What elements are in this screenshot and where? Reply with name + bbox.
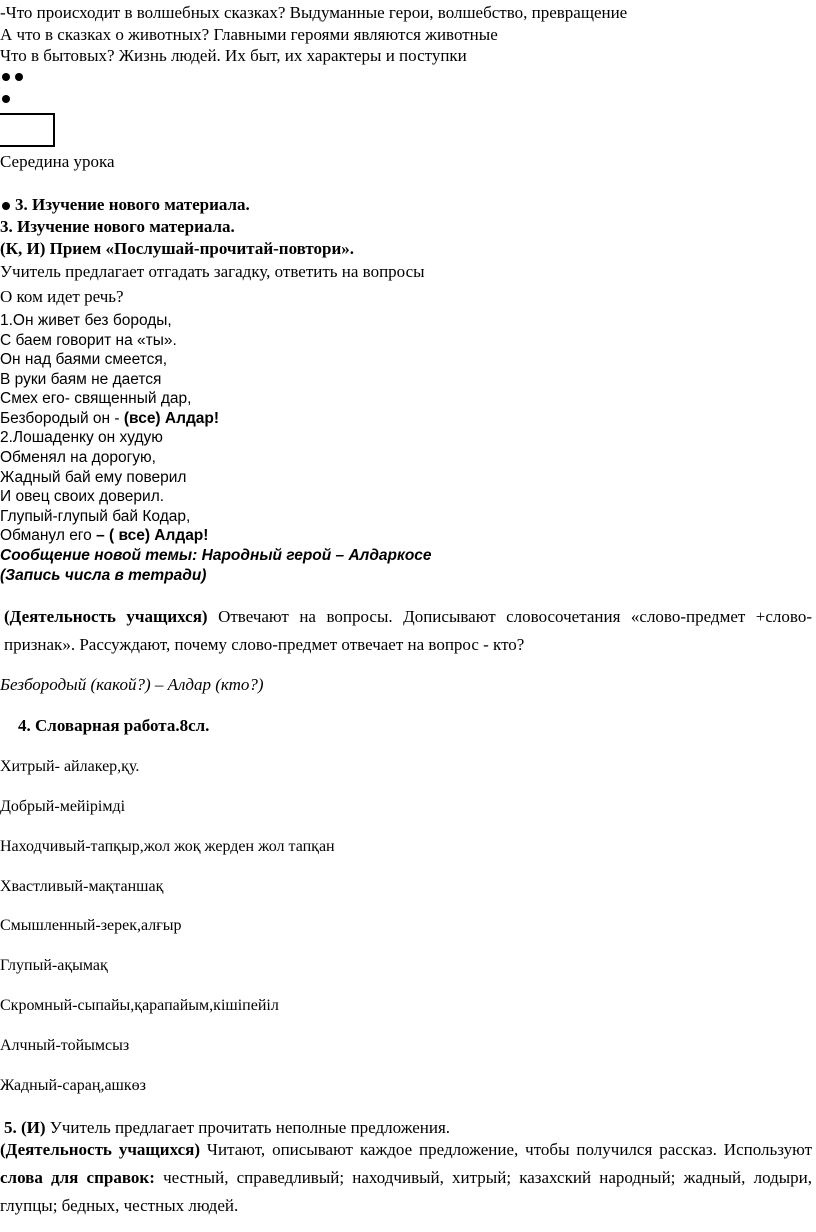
vocab-item: Алчный-тойымсыз [0,1037,130,1054]
riddle1-line: С баем говорит на «ты». [0,332,177,349]
example-line: Безбородый (какой?) – Алдар (кто?) [0,675,264,694]
vocab-item: Глупый-ақымақ [0,957,108,974]
riddle1-line: В руки баям не дается [0,371,162,388]
activity-text: Отвечают на вопросы. Дописывают словосочетания «слово-предмет +слово- признак». Рассуждают, почему слово-предмет отвечает на вопрос - кто? [4,607,812,654]
vocab-item: Хвастливый-мақтаншақ [0,878,164,895]
riddle1-line: 1.Он живет без бороды, [0,312,172,329]
vocab-item: Скромный-сыпайы,қарапайым,кішіпейіл [0,997,279,1014]
riddle2-answer: – ( все) Алдар! [96,527,209,544]
new-topic: Сообщение новой темы: Народный герой – Алдаркосе [0,547,432,564]
riddle2-last-line [0,527,208,545]
riddle2-line: Обменял на дорогую, [0,449,156,466]
vocab-heading: 4. Словарная работа.8сл. [18,716,210,735]
riddle1-line: Он над баями смеется, [0,351,168,368]
intro-line-1: -Что происходит в волшебных сказках? Выдуманные герои, волшебство, превращение [0,3,628,22]
section5-label: 5. (И) [4,1118,46,1137]
vocab-item: Жадный-сараң,ашкөз [0,1077,146,1094]
notebook-note: (Запись числа в тетради) [0,567,207,584]
section3-method: (К, И) Прием «Послушай-прочитай-повтори». [0,239,355,258]
riddle2-line: Жадный бай ему поверил [0,469,187,486]
activity2-ref-label: слова для справок: [0,1168,155,1187]
riddle1-last-prefix: Безбородый он - [0,410,124,427]
vocab-item: Хитрый- айлакер,қу. [0,758,140,775]
activity-label: (Деятельность учащихся) [4,607,208,626]
activity2-text1: Читают, описывают каждое предложение, чтобы получился рассказ. Используют [200,1140,812,1159]
section3-question: О ком идет речь? [0,287,124,306]
riddle2-last-prefix: Обманул его [0,527,97,544]
middle-title: Середина урока [0,152,115,171]
intro-line-2: А что в сказках о животных? Главными героями являются животные [0,25,498,44]
riddle1-last-line [0,410,219,428]
riddle2-line: Глупый-глупый бай Кодар, [0,508,191,525]
section3-heading: 3. Изучение нового материала. [0,217,235,236]
vocab-item: Находчивый-тапқыр,жол жоқ жерден жол тапқан [0,838,335,855]
riddle1-line: Смех его- священный дар, [0,390,192,407]
riddle1-answer: (все) Алдар! [123,410,220,427]
vocab-item: Добрый-мейірімді [0,798,126,815]
bullet-row-2 [2,90,15,108]
section3-bullet-heading-text: 3. Изучение нового материала. [15,195,250,214]
empty-frame [0,113,55,147]
section5-line [4,1118,450,1138]
bullet-row-1 [2,68,28,86]
activity-paragraph [4,603,812,659]
bullet-icon [15,73,23,81]
section3-task: Учитель предлагает отгадать загадку, ответить на вопросы [0,262,425,281]
activity2-text2: честный, справедливый; находчивый, хитрый; казахский народный; жадный, лодыри, глупцы; бедных, честных людей. [0,1168,812,1215]
vocab-item: Смышленный-зерек,алғыр [0,917,182,934]
intro-line-3: Что в бытовых? Жизнь людей. Их быт, их характеры и поступки [0,46,467,65]
riddle2-line: И овец своих доверил. [0,488,165,505]
bullet-icon [2,73,10,81]
riddle2-line: 2.Лошаденку он худую [0,429,163,446]
activity2-label: (Деятельность учащихся) [0,1140,200,1159]
bullet-icon [2,95,10,103]
section3-bullet-heading [2,195,250,215]
bullet-icon [2,202,10,210]
section5-text: Учитель предлагает прочитать неполные предложения. [45,1118,451,1137]
activity2-paragraph [0,1136,812,1220]
